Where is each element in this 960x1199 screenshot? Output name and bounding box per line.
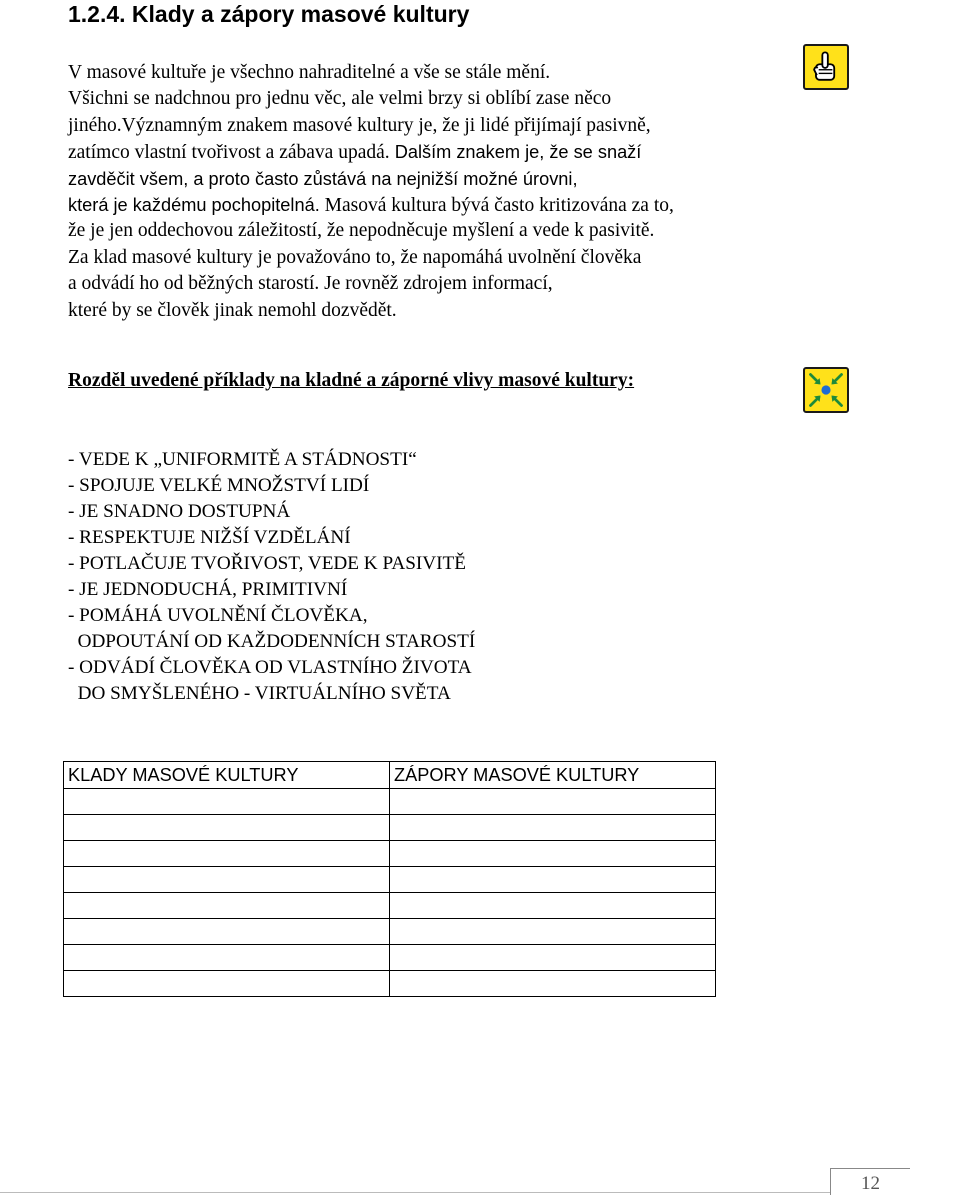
positive-cell[interactable] xyxy=(64,867,390,893)
positive-cell[interactable] xyxy=(64,893,390,919)
table-row xyxy=(64,815,716,841)
paragraph-line xyxy=(68,60,788,86)
negative-cell[interactable] xyxy=(390,815,716,841)
sorting-table xyxy=(63,761,716,997)
paragraph-line xyxy=(68,271,788,297)
header-positives: KLADY MASOVÉ KULTURY xyxy=(64,762,390,789)
list-item: - SPOJUJE VELKÉ MNOŽSTVÍ LIDÍ xyxy=(68,475,370,496)
table-row xyxy=(64,893,716,919)
paragraph-text: že je jen oddechovou záležitostí, že nepodněcuje myšlení a vede k pasivitě. xyxy=(68,220,655,242)
paragraph-line xyxy=(68,218,788,244)
paragraph-line xyxy=(68,245,788,271)
paragraph-line xyxy=(68,298,788,324)
arrows-to-center-icon xyxy=(803,367,849,413)
paragraph-line xyxy=(68,113,788,139)
negative-cell[interactable] xyxy=(390,789,716,815)
pointing-hand-icon xyxy=(803,44,849,90)
paragraph-text: zatímco vlastní tvořivost a zábava upadá. xyxy=(68,142,390,164)
paragraph-text: a odvádí ho od běžných starostí. Je rovněž zdrojem informací, xyxy=(68,273,553,295)
table-row xyxy=(64,841,716,867)
list-item: - ODVÁDÍ ČLOVĚKA OD VLASTNÍHO ŽIVOTA xyxy=(68,657,472,678)
paragraph-line xyxy=(68,192,788,218)
table-row xyxy=(64,867,716,893)
negative-cell[interactable] xyxy=(390,971,716,997)
table-row xyxy=(64,971,716,997)
paragraph-text: Dalším znakem je, že se snaží xyxy=(389,142,642,163)
paragraph-text: V masové kultuře je všechno nahraditelné a vše se stále mění. xyxy=(68,62,551,83)
paragraph-text: která je každému pochopitelná. xyxy=(68,194,320,215)
paragraph-line xyxy=(68,166,788,192)
list-item: DO SMYŠLENÉHO - VIRTUÁLNÍHO SVĚTA xyxy=(68,683,451,704)
negative-cell[interactable] xyxy=(390,919,716,945)
positive-cell[interactable] xyxy=(64,919,390,945)
paragraph-text: Masová kultura bývá často kritizována za to, xyxy=(319,194,674,216)
negative-cell[interactable] xyxy=(390,867,716,893)
negative-cell[interactable] xyxy=(390,841,716,867)
paragraph-line xyxy=(68,86,788,112)
header-negatives: ZÁPORY MASOVÉ KULTURY xyxy=(390,762,716,789)
paragraph-text: Za klad masové kultury je považováno to, že napomáhá uvolnění člověka xyxy=(68,246,642,268)
table-row xyxy=(64,945,716,971)
examples-list xyxy=(68,447,475,707)
paragraph-text: Všichni se nadchnou pro jednu věc, ale velmi brzy si oblíbí zase něco xyxy=(68,88,612,110)
section-heading: 1.2.4. Klady a zápory masové kultury xyxy=(68,1,470,27)
positive-cell[interactable] xyxy=(64,815,390,841)
paragraph-line xyxy=(68,139,788,165)
paragraph-text: jiného.Významným znakem masové kultury je, že ji lidé přijímají pasivně, xyxy=(68,114,651,136)
negative-cell[interactable] xyxy=(390,893,716,919)
page-number: 12 xyxy=(830,1168,910,1195)
list-item: - RESPEKTUJE NIŽŠÍ VZDĚLÁNÍ xyxy=(68,527,351,548)
positive-cell[interactable] xyxy=(64,971,390,997)
task-instruction: Rozděl uvedené příklady na kladné a záporné vlivy masové kultury: xyxy=(68,370,635,391)
positive-cell[interactable] xyxy=(64,841,390,867)
table-row xyxy=(64,789,716,815)
negative-cell[interactable] xyxy=(390,945,716,971)
list-item: - POTLAČUJE TVOŘIVOST, VEDE K PASIVITĚ xyxy=(68,553,466,574)
list-item: - JE JEDNODUCHÁ, PRIMITIVNÍ xyxy=(68,579,348,600)
paragraph-text: zavděčit všem, a proto často zůstává na nejnižší možné úrovni, xyxy=(68,168,578,189)
body-paragraph xyxy=(68,60,788,324)
positive-cell[interactable] xyxy=(64,945,390,971)
footer-rule xyxy=(0,1192,830,1193)
paragraph-text: které by se člověk jinak nemohl dozvědět. xyxy=(68,299,397,321)
list-item: - POMÁHÁ UVOLNĚNÍ ČLOVĚKA, xyxy=(68,605,368,626)
list-item: - JE SNADNO DOSTUPNÁ xyxy=(68,501,291,522)
positive-cell[interactable] xyxy=(64,789,390,815)
list-item: - VEDE K „UNIFORMITĚ A STÁDNOSTI“ xyxy=(68,449,417,470)
list-item: ODPOUTÁNÍ OD KAŽDODENNÍCH STAROSTÍ xyxy=(68,631,476,652)
table-row xyxy=(64,919,716,945)
